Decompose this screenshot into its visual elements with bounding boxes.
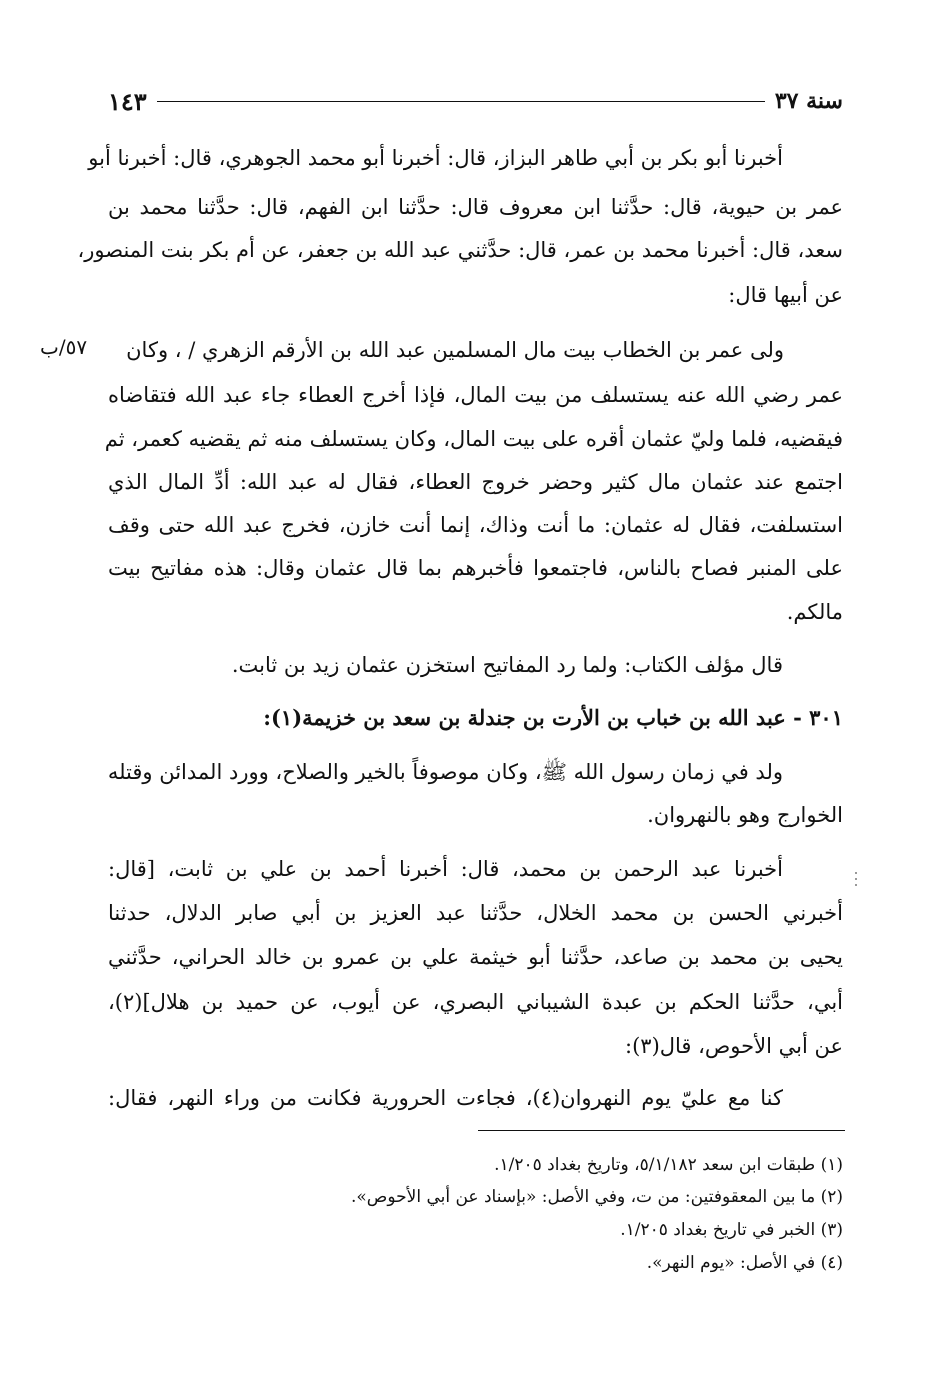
entry-heading: ٣٠١ - عبد الله بن خباب بن الأرت بن جندلة بن سعد بن خزيمة(١): xyxy=(263,705,843,730)
footnote: (٢) ما بين المعقوفتين: من ت، وفي الأصل: «بإسناد عن أبي الأحوص». xyxy=(350,1187,843,1207)
header-rule xyxy=(157,101,765,102)
footnote: (١) طبقات ابن سعد ٥/١/١٨٢، وتاريخ بغداد ١/٢٠٥. xyxy=(494,1155,843,1175)
text-line: عن أبيها قال: xyxy=(728,283,843,307)
text-line: فيقضيه، فلما وليّ عثمان أقره على بيت المال، وكان يستسلف منه ثم يقضيه كعمر، ثم xyxy=(104,427,843,451)
text-line: أخبرنا أبو بكر بن أبي طاهر البزاز، قال: أخبرنا أبو محمد الجوهري، قال: أخبرنا أبو xyxy=(88,146,783,170)
footnote: (٣) الخبر في تاريخ بغداد ١/٢٠٥. xyxy=(620,1220,843,1240)
text-line: الخوارج وهو بالنهروان. xyxy=(647,803,843,827)
text-line: استسلفت، فقال له عثمان: ما أنت وذاك، إنما أنت خازن، فخرج عبد الله حتى وقف xyxy=(108,513,843,537)
text-line: عمر رضي الله عنه يستسلف من بيت المال، فإذا أخرج العطاء جاء عبد الله فتقاضاه xyxy=(108,383,843,407)
header-year: سنة ٣٧ xyxy=(774,88,843,114)
text-line: قال مؤلف الكتاب: ولما رد المفاتيح استخزن عثمان زيد بن ثابت. xyxy=(231,653,783,677)
text-line: يحيى بن محمد بن صاعد، حدَّثنا أبو خيثمة علي بن عمرو بن خالد الحراني، حدَّثني xyxy=(108,945,843,969)
text-line: سعد، قال: أخبرنا محمد بن عمر، قال: حدَّثني عبد الله بن جعفر، عن أم بكر بنت المنصور، xyxy=(77,238,843,262)
footnote: (٤) في الأصل: «يوم النهر». xyxy=(646,1253,843,1273)
footnote-separator xyxy=(478,1130,845,1131)
text-line: مالكم. xyxy=(786,600,843,624)
running-header xyxy=(108,86,843,116)
text-line: أخبرنا عبد الرحمن بن محمد، قال: أخبرنا أحمد بن علي بن ثابت، [قال: xyxy=(108,857,783,881)
scan-marks xyxy=(855,868,859,892)
text-line: كنا مع عليّ يوم النهروان(٤)، فجاءت الحرورية فكانت من وراء النهر، فقال: xyxy=(108,1086,783,1110)
text-line: عن أبي الأحوص، قال(٣): xyxy=(625,1034,843,1058)
manuscript-folio-note: ٥٧/ب xyxy=(40,335,88,359)
text-line: عمر بن حيوية، قال: حدَّثنا ابن معروف قال: حدَّثنا ابن الفهم، قال: حدَّثنا محمد بن xyxy=(108,195,843,219)
text-line: ولى عمر بن الخطاب بيت مال المسلمين عبد الله بن الأرقم الزهري / ، وكان xyxy=(126,338,784,362)
text-line: اجتمع عند عثمان مال كثير وحضر خروج العطاء، فقال له عبد الله: أدِّ المال الذي xyxy=(108,470,843,494)
page-number: ١٤٣ xyxy=(108,86,147,116)
text-line: أبي، حدَّثنا الحكم بن عبدة الشيباني البصري، عن أيوب، عن حميد بن هلال](٢)، xyxy=(108,990,843,1014)
text-line: ولد في زمان رسول الله ﷺ، وكان موصوفاً بالخير والصلاح، وورد المدائن وقتله xyxy=(107,760,783,784)
text-line: أخبرني الحسن بن محمد الخلال، حدَّثنا عبد العزيز بن أبي صابر الدلال، حدثنا xyxy=(108,901,843,925)
text-line: على المنبر فصاح بالناس، فاجتمعوا فأخبرهم بما قال عثمان وقال: هذه مفاتيح بيت xyxy=(108,556,843,580)
